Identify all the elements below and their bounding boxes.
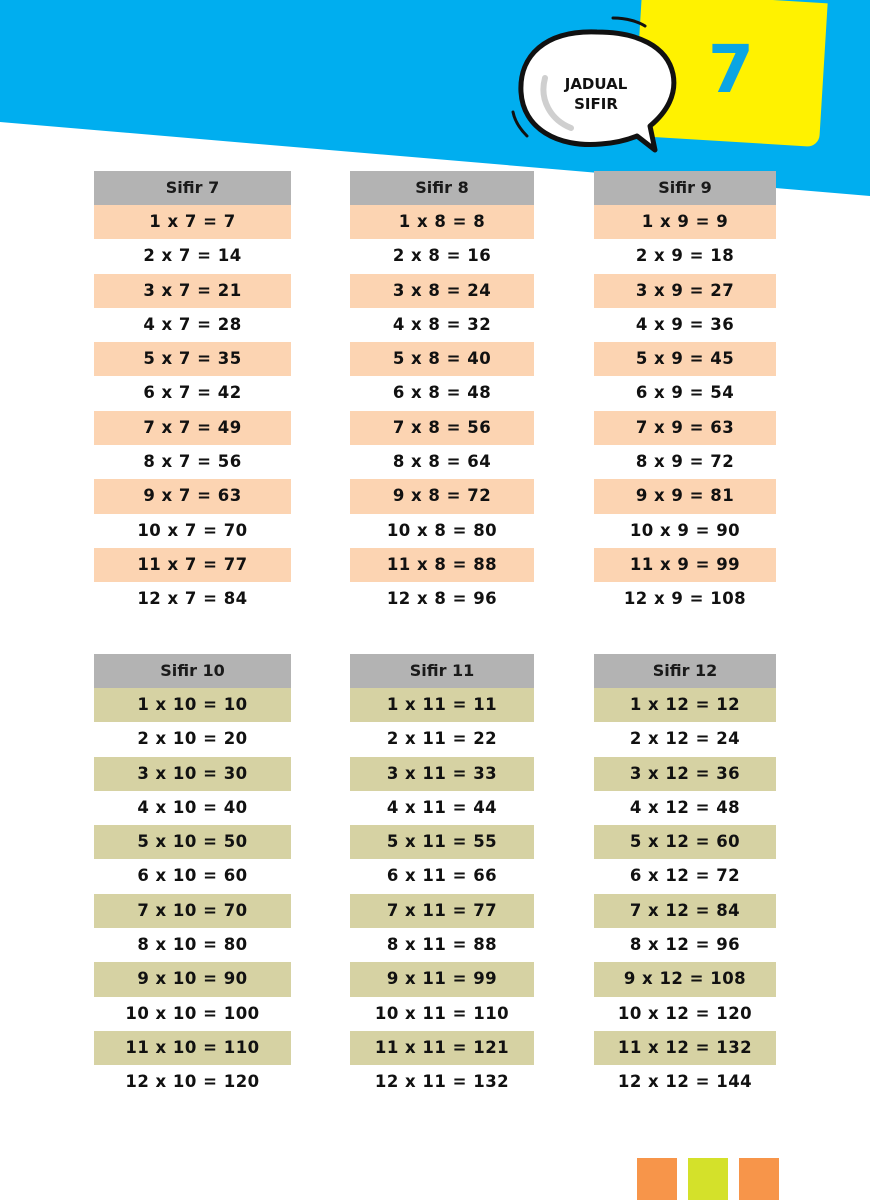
table-row: 8 x 9 = 72 <box>635 452 735 472</box>
table-header: Sifir 9 <box>594 171 776 205</box>
table-row: 9 x 10 = 90 <box>94 962 291 996</box>
table-row: 6 x 11 = 66 <box>386 866 498 886</box>
table-row: 2 x 7 = 14 <box>143 246 242 266</box>
table-row: 5 x 8 = 40 <box>350 342 534 376</box>
table-row: 8 x 12 = 96 <box>629 935 741 955</box>
table-row: 2 x 10 = 20 <box>137 729 248 749</box>
table-row: 12 x 10 = 120 <box>125 1072 260 1092</box>
table-row: 11 x 10 = 110 <box>94 1031 291 1065</box>
table-row: 6 x 12 = 72 <box>629 866 741 886</box>
table-row: 9 x 9 = 81 <box>594 479 776 513</box>
bubble-title-line2: SIFIR <box>574 95 618 113</box>
table-row: 4 x 9 = 36 <box>635 314 735 334</box>
table-sifir-12 <box>594 654 776 1100</box>
table-row: 9 x 12 = 108 <box>594 962 776 996</box>
table-row: 12 x 8 = 96 <box>386 589 498 609</box>
table-row: 8 x 11 = 88 <box>386 935 498 955</box>
table-header: Sifir 10 <box>94 654 291 688</box>
table-row: 5 x 10 = 50 <box>94 825 291 859</box>
table-header: Sifir 8 <box>350 171 534 205</box>
decorative-block-orange <box>739 1158 779 1200</box>
table-sifir-9 <box>594 171 776 617</box>
table-row: 1 x 9 = 9 <box>594 205 776 239</box>
table-row: 7 x 9 = 63 <box>594 411 776 445</box>
table-row: 10 x 8 = 80 <box>386 520 498 540</box>
table-row: 7 x 11 = 77 <box>350 894 534 928</box>
table-row: 2 x 11 = 22 <box>386 729 498 749</box>
table-row: 3 x 11 = 33 <box>350 757 534 791</box>
table-row: 12 x 12 = 144 <box>617 1072 753 1092</box>
table-row: 2 x 12 = 24 <box>629 729 741 749</box>
table-row: 5 x 11 = 55 <box>350 825 534 859</box>
table-row: 9 x 8 = 72 <box>350 479 534 513</box>
table-header: Sifir 7 <box>94 171 291 205</box>
table-row: 7 x 12 = 84 <box>594 894 776 928</box>
table-row: 11 x 7 = 77 <box>94 548 291 582</box>
table-row: 8 x 8 = 64 <box>392 452 492 472</box>
table-row: 3 x 10 = 30 <box>94 757 291 791</box>
table-row: 4 x 11 = 44 <box>386 797 498 817</box>
table-sifir-10 <box>94 654 291 1100</box>
table-row: 3 x 12 = 36 <box>594 757 776 791</box>
table-row: 1 x 11 = 11 <box>350 688 534 722</box>
table-row: 10 x 10 = 100 <box>125 1003 260 1023</box>
table-row: 8 x 10 = 80 <box>137 935 248 955</box>
table-row: 5 x 12 = 60 <box>594 825 776 859</box>
table-row: 11 x 12 = 132 <box>594 1031 776 1065</box>
table-row: 1 x 12 = 12 <box>594 688 776 722</box>
table-row: 4 x 7 = 28 <box>143 314 242 334</box>
table-row: 7 x 7 = 49 <box>94 411 291 445</box>
table-row: 11 x 8 = 88 <box>350 548 534 582</box>
table-row: 10 x 7 = 70 <box>137 520 248 540</box>
table-header: Sifir 11 <box>350 654 534 688</box>
table-row: 6 x 10 = 60 <box>137 866 248 886</box>
table-sifir-11 <box>350 654 534 1100</box>
table-row: 10 x 9 = 90 <box>629 520 741 540</box>
table-row: 6 x 9 = 54 <box>635 383 735 403</box>
table-row: 10 x 12 = 120 <box>617 1003 753 1023</box>
page-number: 7 <box>708 31 754 108</box>
table-row: 12 x 11 = 132 <box>374 1072 510 1092</box>
table-row: 12 x 9 = 108 <box>623 589 747 609</box>
table-row: 2 x 8 = 16 <box>392 246 492 266</box>
table-row: 3 x 8 = 24 <box>350 274 534 308</box>
table-header: Sifir 12 <box>594 654 776 688</box>
table-row: 12 x 7 = 84 <box>137 589 248 609</box>
table-row: 10 x 11 = 110 <box>374 1003 510 1023</box>
table-row: 11 x 11 = 121 <box>350 1031 534 1065</box>
decorative-block-lime <box>688 1158 728 1200</box>
table-sifir-7 <box>94 171 291 617</box>
table-row: 1 x 10 = 10 <box>94 688 291 722</box>
table-row: 5 x 9 = 45 <box>594 342 776 376</box>
table-row: 4 x 8 = 32 <box>392 314 492 334</box>
table-row: 9 x 11 = 99 <box>350 962 534 996</box>
table-row: 7 x 8 = 56 <box>350 411 534 445</box>
table-row: 8 x 7 = 56 <box>143 452 242 472</box>
table-row: 2 x 9 = 18 <box>635 246 735 266</box>
bubble-title-line1: JADUAL <box>564 75 628 93</box>
decorative-block-orange <box>637 1158 677 1200</box>
table-row: 6 x 7 = 42 <box>143 383 242 403</box>
table-row: 7 x 10 = 70 <box>94 894 291 928</box>
table-row: 11 x 9 = 99 <box>594 548 776 582</box>
table-row: 1 x 7 = 7 <box>94 205 291 239</box>
table-row: 4 x 10 = 40 <box>137 797 248 817</box>
bubble-title <box>546 74 646 114</box>
table-row: 3 x 9 = 27 <box>594 274 776 308</box>
table-row: 4 x 12 = 48 <box>629 797 741 817</box>
table-row: 3 x 7 = 21 <box>94 274 291 308</box>
table-row: 6 x 8 = 48 <box>392 383 492 403</box>
table-row: 1 x 8 = 8 <box>350 205 534 239</box>
table-row: 9 x 7 = 63 <box>94 479 291 513</box>
table-row: 5 x 7 = 35 <box>94 342 291 376</box>
table-sifir-8 <box>350 171 534 617</box>
